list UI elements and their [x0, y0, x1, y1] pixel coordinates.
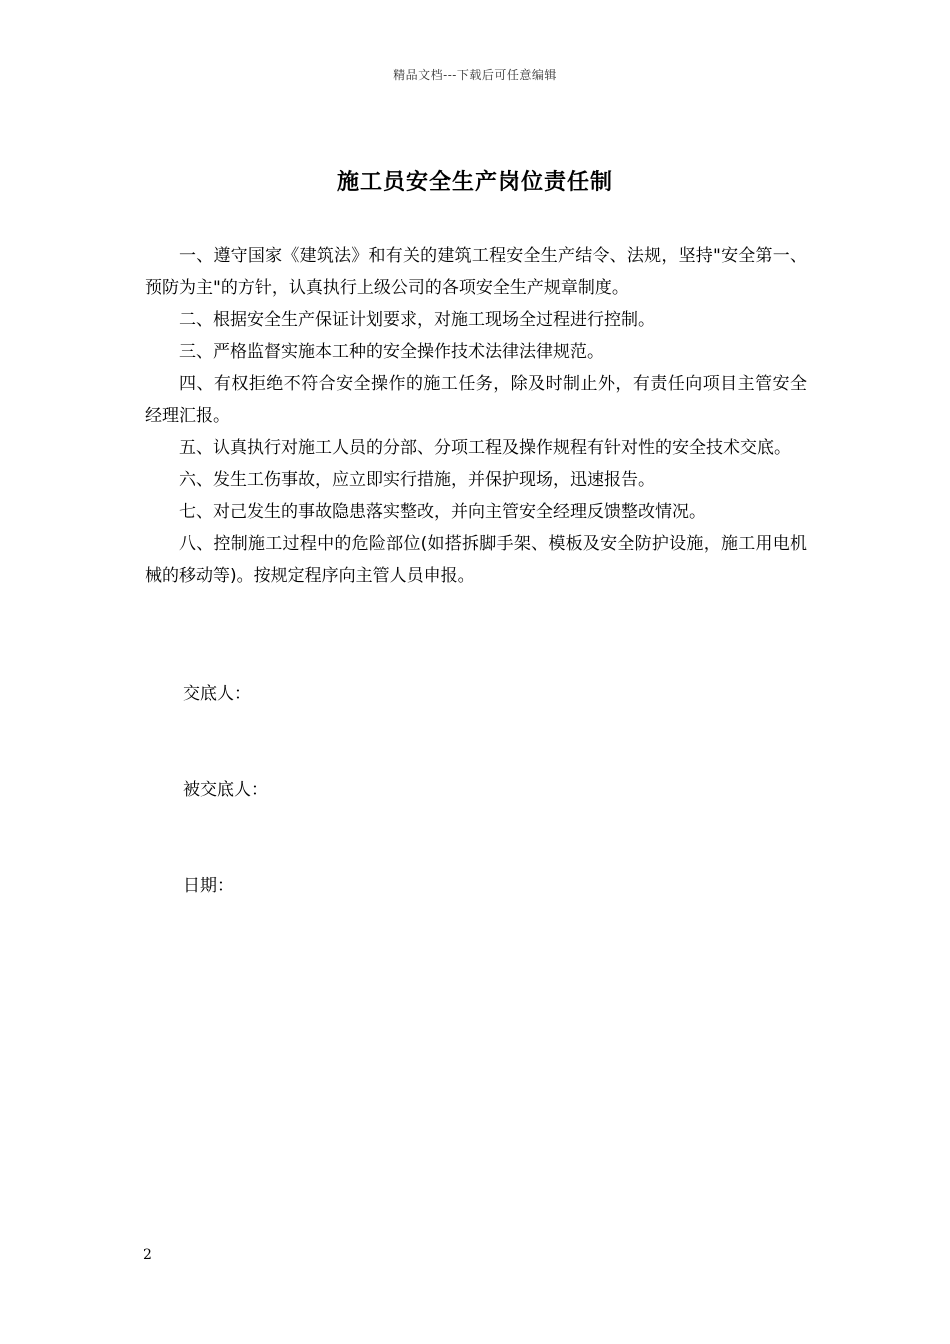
- recipient-signature-label: 被交底人：: [183, 780, 268, 800]
- date-label: 日期：: [183, 876, 234, 896]
- presenter-signature-label: 交底人：: [183, 684, 251, 704]
- paragraph-6: 六、发生工伤事故，应立即实行措施，并保护现场，迅速报告。: [179, 470, 655, 490]
- paragraph-2: 二、根据安全生产保证计划要求，对施工现场全过程进行控制。: [179, 310, 655, 330]
- paragraph-7: 七、对己发生的事故隐患落实整改，并向主管安全经理反馈整改情况。: [179, 502, 706, 522]
- paragraph-3: 三、严格监督实施本工种的安全操作技术法律法律规范。: [179, 342, 604, 362]
- paragraph-4: 四、有权拒绝不符合安全操作的施工任务，除及时制止外，有责任向项目主管安全经理汇报。: [145, 374, 807, 426]
- page-number: 2: [143, 1247, 152, 1263]
- header-note: 精品文档---下载后可任意编辑: [393, 68, 557, 82]
- paragraph-5: 五、认真执行对施工人员的分部、分项工程及操作规程有针对性的安全技术交底。: [179, 438, 791, 458]
- paragraph-1: 一、遵守国家《建筑法》和有关的建筑工程安全生产结令、法规，坚持"安全第一、预防为主"的方针，认真执行上级公司的各项安全生产规章制度。: [145, 246, 807, 298]
- document-body: [145, 240, 807, 592]
- paragraph-8: 八、控制施工过程中的危险部位(如搭拆脚手架、模板及安全防护设施，施工用电机械的移动等)。按规定程序向主管人员申报。: [145, 534, 807, 586]
- document-title: 施工员安全生产岗位责任制: [336, 170, 613, 195]
